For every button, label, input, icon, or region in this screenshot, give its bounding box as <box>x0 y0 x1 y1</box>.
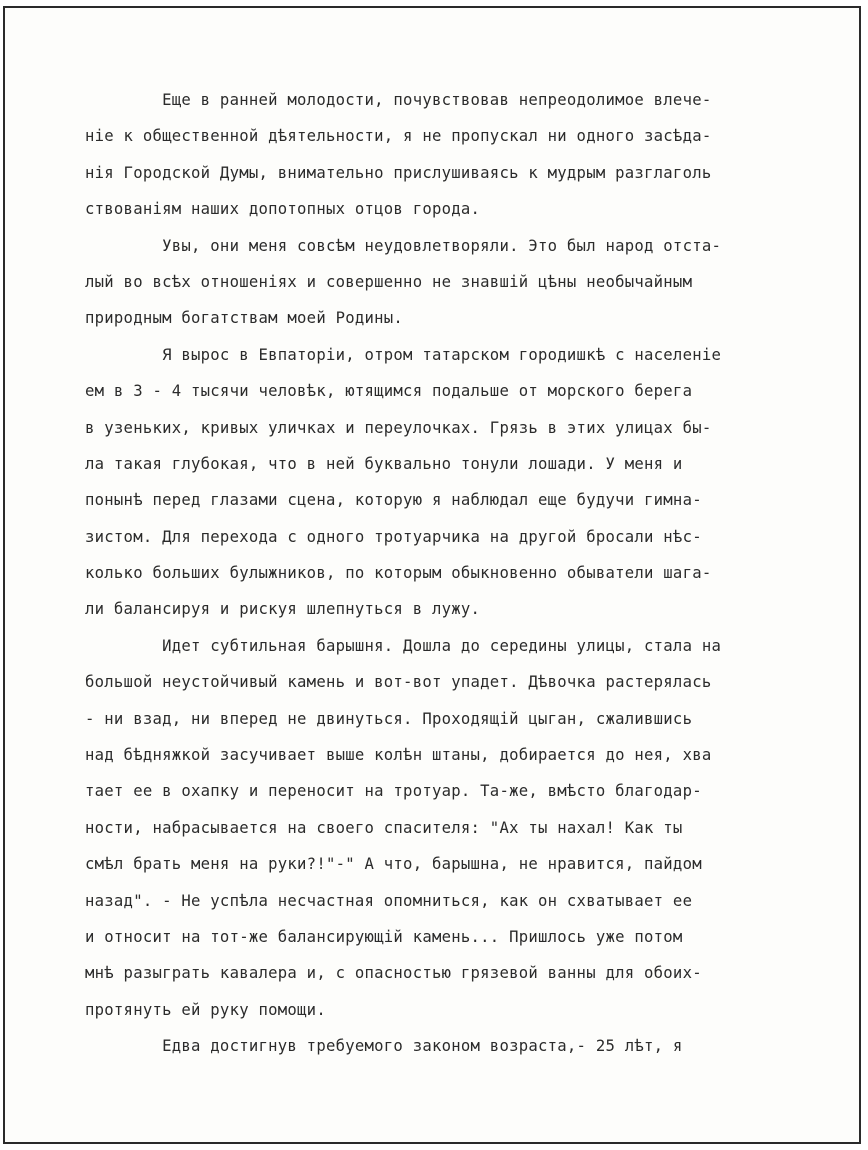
text-line-2: ніе к общественной дѣятельности, я не пропускал ни одного засѣда- <box>85 127 712 146</box>
text-line-13: зистом. Для перехода с одного тротуарчика на другой бросали нѣс- <box>85 527 702 546</box>
text-line-17: большой неустойчивый камень и вот-вот упадет. Дѣвочка растерялась <box>85 673 712 692</box>
text-line-8: Я вырос в Евпаторіи, отром татарском городишкѣ с населеніе <box>85 345 722 364</box>
text-line-20: тает ее в охапку и переносит на тротуар. Та-же, вмѣсто благодар- <box>85 782 702 801</box>
text-line-22: смѣл брать меня на руки?!"-" А что, барышна, не нравится, пайдом <box>85 855 702 874</box>
text-line-26: протянуть ей руку помощи. <box>85 1000 326 1019</box>
text-line-25: мнѣ разыграть кавалера и, с опасностью грязевой ванны для обоих- <box>85 964 702 983</box>
text-line-3: нія Городской Думы, внимательно прислушиваясь к мудрым разглаголь <box>85 163 712 182</box>
text-line-19: над бѣдняжкой засучивает выше колѣн штаны, добирается до нея, хва <box>85 746 712 765</box>
text-line-16: Идет субтильная барышня. Дошла до середины улицы, стала на <box>85 636 722 655</box>
text-line-18: - ни взад, ни вперед не двинуться. Проходящій цыган, сжалившись <box>85 709 693 728</box>
text-line-4: ствованіям наших допотопных отцов города. <box>85 200 481 219</box>
text-line-5: Увы, они меня совсѣм неудовлетворяли. Это был народ отста- <box>85 236 722 255</box>
text-line-6: лый во всѣх отношеніях и совершенно не знавшій цѣны необычайным <box>85 272 693 291</box>
text-line-1: Еще в ранней молодости, почувствовав непреодолимое влече- <box>85 91 712 109</box>
text-line-9: ем в 3 - 4 тысячи человѣк, ютящимся подальше от морского берега <box>85 382 693 401</box>
typewritten-page <box>3 6 861 1144</box>
text-line-23: назад". - Не успѣла несчастная опомниться, как он схватывает ее <box>85 891 693 910</box>
text-line-27: Едва достигнув требуемого законом возраста,- 25 лѣт, я <box>85 1037 683 1056</box>
text-line-21: ности, набрасывается на своего спасителя: "Ах ты нахал! Как ты <box>85 818 683 837</box>
text-line-12: понынѣ перед глазами сцена, которую я наблюдал еще будучи гимна- <box>85 491 702 510</box>
document-body <box>85 82 863 1065</box>
text-line-11: ла такая глубокая, что в ней буквально тонули лошади. У меня и <box>85 454 683 473</box>
text-line-10: в узеньких, кривых уличках и переулочках. Грязь в этих улицах бы- <box>85 418 712 437</box>
text-line-15: ли балансируя и рискуя шлепнуться в лужу. <box>85 600 481 619</box>
text-line-24: и относит на тот-же балансирующій камень... Пришлось уже потом <box>85 927 683 946</box>
text-line-14: колько больших булыжников, по которым обыкновенно обыватели шага- <box>85 564 712 583</box>
text-line-7: природным богатствам моей Родины. <box>85 309 404 328</box>
